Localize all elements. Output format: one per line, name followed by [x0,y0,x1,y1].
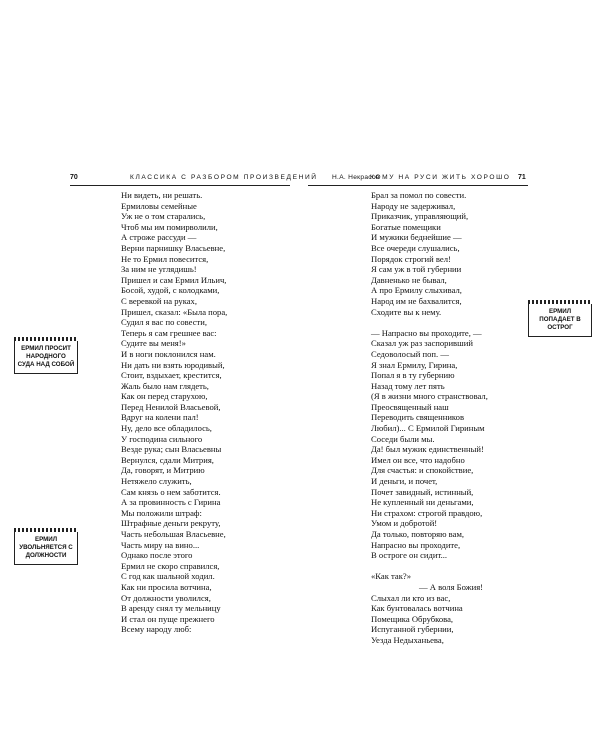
verse-line: Переводить священников [371,412,465,423]
verse-line: За ним не углядишь! [121,264,197,275]
verse-line: Помещика Обрубкова, [371,613,454,624]
verse-line: Напрасно вы проходите, [371,539,461,550]
verse-line: Нетяжело служить, [121,476,192,487]
verse-line: Попал я в ту губернию [371,370,455,381]
verse-line: Часть миру на вино... [121,539,200,550]
verse-line: Однако после этого [121,550,193,561]
verse-line: Соседи были мы. [371,433,435,444]
verse-line [371,561,488,572]
verse-line: Богатые помещики [371,221,441,232]
verse-line: Везде рука; сын Власьевны [121,444,222,455]
verse-line: Сказал уж раз заспоривший [371,338,473,349]
verse-line: От должности уволился, [121,592,211,603]
margin-note-2: ЕРМИЛ УВОЛЬНЯЕТСЯ С ДОЛЖНОСТИ [14,531,78,565]
verse-line: Стоит, вздыхает, крестится, [121,370,222,381]
verse-line: Преосвященный наш [371,401,449,412]
verse-line: Вернулся, сдали Митрия, [121,454,214,465]
verse-line: И мужики беднейшие — [371,232,462,243]
verse-line: Чтоб мы им помирволили, [121,221,218,232]
verse-line [371,317,488,328]
verse-line: «Как так?» [371,571,412,582]
verse-line: Все очереди слушались, [371,242,460,253]
verse-line: Всему народу люб: [121,624,192,635]
verse-line: А за провинность с Гирина [121,497,221,508]
verse-line: Любил)... С Ермилой Гириным [371,423,485,434]
verse-line: Я сам уж в той губернии [371,264,462,275]
verse-line: Уж не о том старались, [121,211,206,222]
verse-line: Брал за помол по совести. [371,190,467,200]
verse-line: Ни видеть, ни решать. [121,190,203,200]
verse-line: И в ноги поклонился нам. [121,348,216,359]
verse-line: Не то Ермил повесится, [121,253,209,264]
running-header-author: Н.А. Некрасов [332,174,380,181]
verse-line: (Я в жизни много странствовал, [371,391,488,402]
margin-note-1: ЕРМИЛ ПРОСИТ НАРОДНОГО СУДА НАД СОБОЙ [14,340,78,374]
verse-line: Как он перед старухою, [121,391,208,402]
verse-line: С веревкой на руках, [121,295,198,306]
verse-line: Сам князь о нем заботится. [121,486,221,497]
verse-line: Штрафные деньги рекруту, [121,518,221,529]
verse-line: Давненько не бывал, [371,274,447,285]
page-number-left: 70 [70,174,78,181]
verse-line: Не купленный ни деньгами, [371,497,474,508]
verse-line: И деньги, и почет, [371,476,438,487]
verse-line: Да только, повторяю вам, [371,529,465,539]
verse-line: Часть небольшая Власьевне, [121,529,226,539]
verse-line: — Напрасно вы проходите, — [371,327,482,338]
margin-note-3: ЕРМИЛ ПОПАДАЕТ В ОСТРОГ [528,303,592,337]
verse-line: Жаль было нам глядеть, [121,380,209,391]
verse-line: Имел он все, что надобно [371,454,465,465]
verse-line: Умом и добротой! [371,518,438,529]
verse-line: Ни страхом: строгой правдою, [371,507,483,518]
verse-line: — А воля Божия! [419,581,484,592]
verse-line: Теперь я сам грешнее вас: [121,327,217,338]
verse-line: Как бунтовалась вотчина [371,603,463,614]
verse-line: Ну, дело все обладилось, [121,423,212,434]
verse-line: И стал он пуще прежнего [121,613,215,624]
right-page [300,0,600,750]
verse-line: Босой, худой, с колодками, [121,285,220,296]
verse-line: Я знал Ермилу, Гирина, [371,359,458,370]
verse-line: Перед Ненилой Власьевой, [121,401,221,412]
verse-line: Назад тому лет пять [371,380,445,391]
verse-right [371,190,488,646]
verse-line: Судите вы меня!» [121,338,186,349]
verse-line: Мы положили штраф: [121,507,202,518]
verse-line: Порядок строгий вел! [371,253,451,264]
verse-line: Для счастья: и спокойствие, [371,465,474,476]
verse-line: Как ни просила вотчина, [121,581,212,592]
running-header-right: КОМУ НА РУСИ ЖИТЬ ХОРОШО [370,174,511,181]
verse-line: А про Ермилу слыхивал, [371,285,462,296]
verse-line: Пришел и сам Ермил Ильич, [121,274,227,285]
verse-line: Да, говорят, и Митрию [121,465,205,476]
verse-line: Ни дать ни взять юродивый, [121,359,225,370]
verse-line: Приказчик, управляющий, [371,211,469,222]
verse-line: В остроге он сидит... [371,550,448,561]
verse-line: Ермиловы семейные [121,200,197,211]
verse-line: В аренду снял ту мельницу [121,603,221,614]
verse-line: У господина сильного [121,433,203,444]
verse-line: Верни парнишку Власьевне, [121,242,226,253]
verse-line: Да! был мужик единственный! [371,444,484,455]
verse-line: Слыхал ли кто из вас, [371,592,451,603]
running-header-left: КЛАССИКА С РАЗБОРОМ ПРОИЗВЕДЕНИЙ [130,174,318,181]
verse-line: Сходите вы к нему. [371,306,442,317]
verse-line: Испуганной губернии, [371,624,454,635]
verse-line: Ермил не скоро справился, [121,560,220,571]
verse-line: Уезда Недыханьева, [371,634,444,645]
verse-line: Седоволосый поп. — [371,348,449,359]
verse-line: Народу не задерживал, [371,200,456,211]
verse-left [121,190,227,635]
verse-line: Судил я вас по совести, [121,317,208,328]
verse-line: Пришел, сказал: «Была пора, [121,306,228,317]
header-rule-left [70,185,290,186]
verse-line: Вдруг на колени пал! [121,412,199,423]
header-rule-right [308,185,528,186]
verse-line: А строже рассуди — [121,232,197,243]
page-number-right: 71 [518,174,526,181]
verse-line: Почет завидный, истинный, [371,486,474,497]
verse-line: Народ им не бахвалится, [371,295,462,306]
verse-line: С год как шальной ходил. [121,571,215,582]
